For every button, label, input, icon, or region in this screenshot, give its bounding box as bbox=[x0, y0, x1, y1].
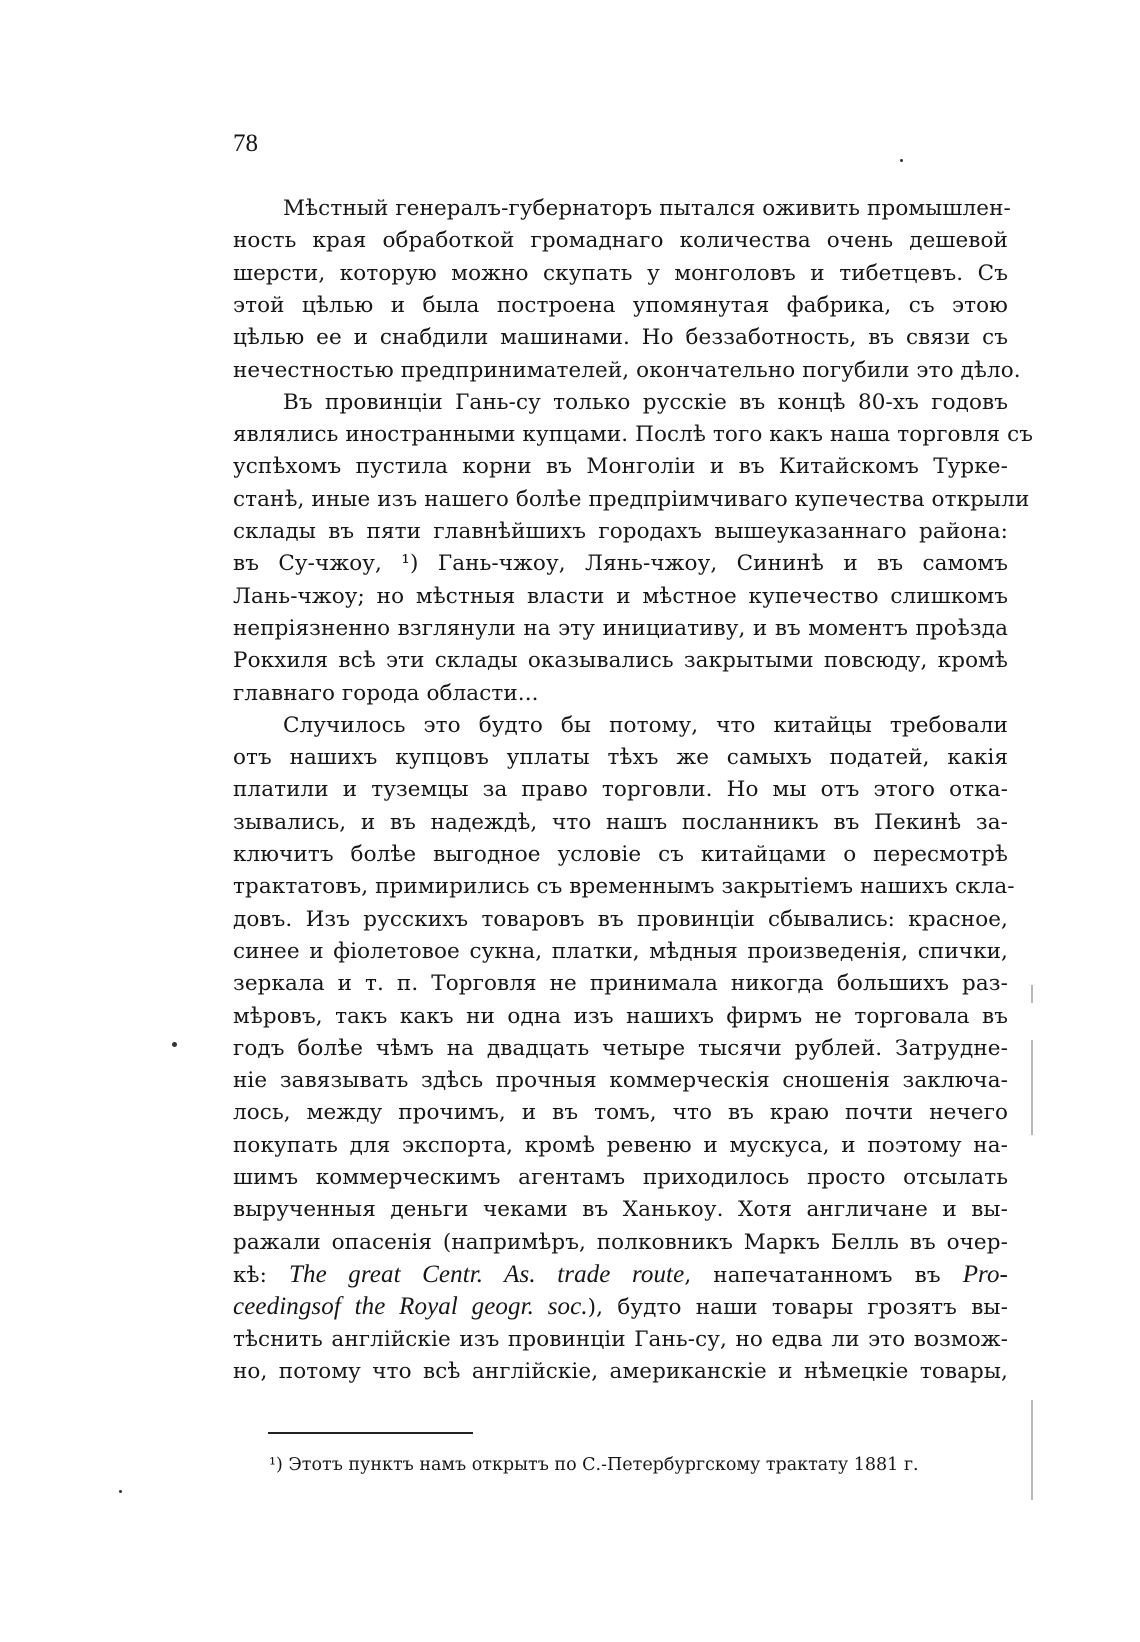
page-number: 78 bbox=[233, 130, 258, 157]
scan-speck bbox=[900, 159, 903, 162]
text-line: успѣхомъ пустила корни въ Монголіи и въ Китайскомъ Турке- bbox=[233, 454, 1008, 480]
text-line: ражали опасенія (напримѣръ, полковникъ Маркъ Белль въ очер- bbox=[233, 1229, 1008, 1255]
text-line: тѣснить англійскіе изъ провинціи Гань-су, но едва ли это возмож- bbox=[233, 1326, 1008, 1352]
text-line: вырученныя деньги чеками въ Ханькоу. Хотя англичане и вы- bbox=[233, 1197, 1008, 1223]
text-line: непріязненно взглянули на эту инициативу, и въ моментъ проѣзда bbox=[233, 615, 1008, 641]
text-line: шерсти, которую можно скупать у монголовъ и тибетцевъ. Съ bbox=[233, 260, 1008, 286]
footnote-rule bbox=[268, 1432, 473, 1434]
italic-title: The great Centr. As. trade route bbox=[289, 1260, 685, 1288]
text-line: являлись иностранными купцами. Послѣ того какъ наша торговля съ bbox=[233, 422, 1034, 448]
text-line: мѣровъ, такъ какъ ни одна изъ нашихъ фирмъ не торговала въ bbox=[233, 1003, 1008, 1029]
text-line: въ Су-чжоу, ¹) Гань-чжоу, Лянь-чжоу, Сининѣ и въ самомъ bbox=[233, 551, 1008, 577]
scan-edge-line bbox=[1031, 985, 1033, 1003]
text-line: покупать для экспорта, кромѣ ревеню и мускуса, и поэтому на- bbox=[233, 1132, 1008, 1158]
scan-edge-line bbox=[1031, 1040, 1033, 1135]
text-line: нечестностью предпринимателей, окончательно погубили это дѣло. bbox=[233, 357, 1021, 383]
text-line: Лань-чжоу; но мѣстныя власти и мѣстное купечество слишкомъ bbox=[233, 583, 1008, 609]
text-line: ніе завязывать здѣсь прочныя коммерческія сношенія заключа- bbox=[233, 1068, 1008, 1094]
text-line: но, потому что всѣ англійскіе, американскіе и нѣмецкіе товары, bbox=[233, 1358, 1008, 1384]
text-line: синее и фіолетовое сукна, платки, мѣдныя произведенія, спички, bbox=[233, 938, 1008, 964]
text-line: станѣ, иные изъ нашего болѣе предпріимчиваго купечества открыли bbox=[233, 486, 1030, 512]
text-line: Мѣстный генералъ-губернаторъ пытался оживить промышлен- bbox=[283, 196, 1011, 221]
text-line: главнаго города области... bbox=[233, 680, 539, 706]
text-line: Въ провинціи Гань-су только русскіе въ концѣ 80-хъ годовъ bbox=[283, 389, 1008, 415]
text-line: годъ болѣе чѣмъ на двадцать четыре тысячи рублей. Затрудне- bbox=[233, 1035, 1008, 1061]
scan-speck bbox=[172, 1042, 177, 1047]
scan-edge-line bbox=[1031, 1400, 1033, 1500]
text-line: ность края обработкой громаднаго количества очень дешевой bbox=[233, 228, 1008, 254]
text-line: довъ. Изъ русскихъ товаровъ въ провинціи сбывались: красное, bbox=[233, 906, 1008, 932]
text-span: ), будто наши товары грозятъ вы- bbox=[587, 1295, 1009, 1321]
text-line: шимъ коммерческимъ агентамъ приходилось просто отсылать bbox=[233, 1165, 1008, 1190]
scan-speck bbox=[119, 1490, 122, 1493]
text-line: Случилось это будто бы потому, что китайцы требовали bbox=[283, 712, 1008, 738]
text-line: склады въ пяти главнѣйшихъ городахъ вышеуказаннаго района: bbox=[233, 519, 1008, 544]
text-line: цѣлью ее и снабдили машинами. Но беззаботность, въ связи съ bbox=[233, 325, 1008, 351]
text-line bbox=[233, 1259, 1008, 1291]
text-line: платили и туземцы за право торговли. Но мы отъ этого отка- bbox=[233, 777, 1008, 803]
text-span: кѣ: bbox=[233, 1262, 290, 1288]
text-line: этой цѣлью и была построена упомянутая фабрика, съ этою bbox=[233, 292, 1008, 318]
text-line: трактатовъ, примирились съ временнымъ закрытіемъ нашихъ скла- bbox=[233, 874, 1015, 900]
text-line: ключитъ болѣе выгодное условіе съ китайцами о пересмотрѣ bbox=[233, 842, 1008, 867]
text-line: зеркала и т. п. Торговля не принимала никогда большихъ раз- bbox=[233, 971, 1008, 997]
text-line: лось, между прочимъ, и въ томъ, что въ краю почти нечего bbox=[233, 1100, 1008, 1126]
footnote: ¹) Этотъ пунктъ намъ открытъ по С.-Петербургскому трактату 1881 г. bbox=[269, 1455, 919, 1475]
italic-title: ceedingsof the Royal geogr. soc. bbox=[233, 1293, 588, 1321]
italic-title: Pro- bbox=[962, 1260, 1008, 1288]
text-line: зывались, и въ надеждѣ, что нашъ посланникъ въ Пекинѣ за- bbox=[233, 809, 1008, 835]
text-span: , напечатанномъ въ bbox=[684, 1262, 963, 1288]
text-line: Рокхиля всѣ эти склады оказывались закрытыми повсюду, кромѣ bbox=[233, 648, 1008, 674]
text-line bbox=[233, 1291, 1008, 1323]
text-line: отъ нашихъ купцовъ уплаты тѣхъ же самыхъ податей, какія bbox=[233, 745, 1008, 771]
